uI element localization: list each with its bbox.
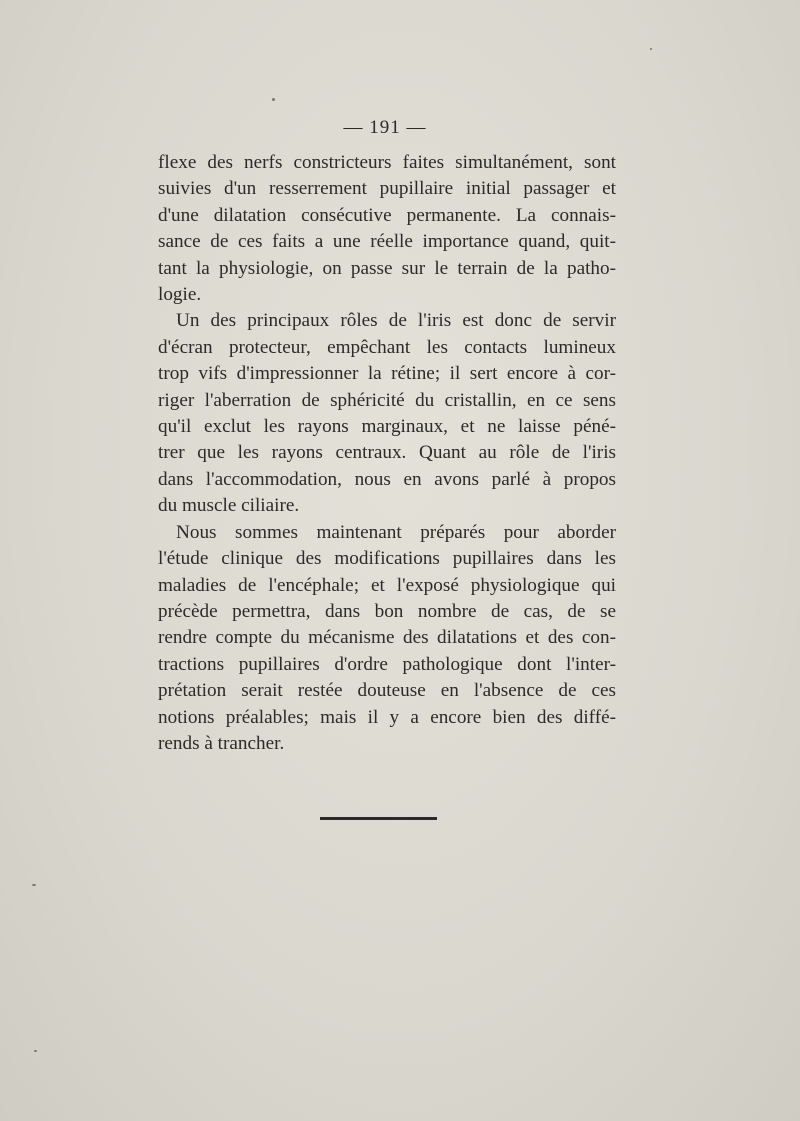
- text-line: rends à trancher.: [158, 732, 285, 754]
- text-line: dans l'accommodation, nous en avons parlé à propos: [158, 468, 616, 490]
- text-line: rendre compte du mécanisme des dilatations et des con-: [158, 627, 616, 649]
- text-line: d'une dilatation consécutive permanente. La connais-: [158, 204, 616, 226]
- text-line: maladies de l'encéphale; et l'exposé physiologique qui: [158, 574, 616, 596]
- text-line: Nous sommes maintenant préparés pour aborder: [176, 521, 616, 543]
- body-text: [158, 150, 616, 757]
- text-line: prétation serait restée douteuse en l'absence de ces: [158, 680, 616, 702]
- text-line: sance de ces faits a une réelle importance quand, quit-: [158, 231, 616, 253]
- text-line: riger l'aberration de sphéricité du cristallin, en ce sens: [158, 389, 616, 411]
- text-line: tractions pupillaires d'ordre pathologique dont l'inter-: [158, 653, 616, 675]
- end-rule: [320, 817, 437, 820]
- text-line: flexe des nerfs constricteurs faites simultanément, sont: [158, 152, 616, 173]
- text-line: trer que les rayons centraux. Quant au rôle de l'iris: [158, 442, 616, 464]
- paper-speck: [650, 48, 652, 50]
- text-line: précède permettra, dans bon nombre de cas, de se: [158, 600, 616, 622]
- paper-speck: [32, 884, 36, 886]
- paper-speck: [272, 98, 275, 101]
- text-line: logie.: [158, 284, 202, 306]
- text-line: l'étude clinique des modifications pupillaires dans les: [158, 548, 616, 570]
- paragraph-3: [158, 520, 616, 758]
- text-line: suivies d'un resserrement pupillaire initial passager et: [158, 178, 616, 200]
- paragraph-2: [158, 308, 616, 519]
- paragraph-1: [158, 150, 616, 308]
- text-line: Un des principaux rôles de l'iris est donc de servir: [176, 310, 616, 332]
- text-line: du muscle ciliaire.: [158, 495, 300, 517]
- text-line: qu'il exclut les rayons marginaux, et ne laisse péné-: [158, 416, 616, 438]
- text-line: trop vifs d'impressionner la rétine; il sert encore à cor-: [158, 363, 616, 385]
- text-line: tant la physiologie, on passe sur le terrain de la patho-: [158, 257, 616, 279]
- text-line: d'écran protecteur, empêchant les contacts lumineux: [158, 336, 616, 358]
- page-number: — 191 —: [343, 117, 427, 138]
- text-line: notions préalables; mais il y a encore bien des diffé-: [158, 706, 616, 728]
- paper-speck: [34, 1050, 37, 1052]
